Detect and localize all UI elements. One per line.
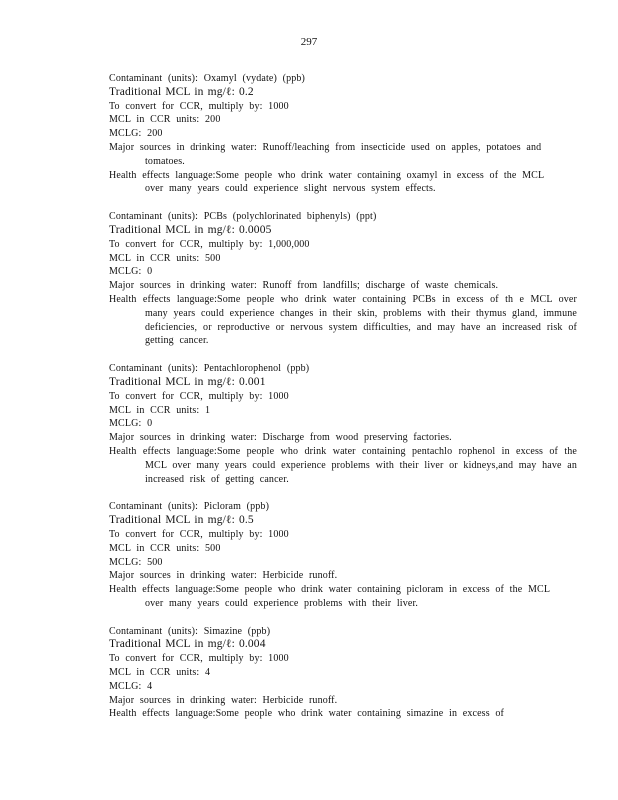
health-effects: Health effects language:Some people who drink water containing picloram in excess of the MCL over many years could experience problems with their liver. [109, 584, 550, 609]
traditional-mcl: Traditional MCL in mg/ℓ: 0.004 [109, 638, 266, 651]
mclg: MCLG: 0 [109, 266, 153, 278]
convert-factor: To convert for CCR, multiply by: 1000 [109, 390, 289, 402]
contaminant-entry [109, 210, 577, 348]
contaminant-entry [109, 500, 549, 610]
mcl-ccr-units: MCL in CCR units: 4 [109, 667, 211, 679]
contaminant-name: Contaminant (units): PCBs (polychlorinated biphenyls) (ppt) [109, 211, 377, 223]
traditional-mcl: Traditional MCL in mg/ℓ: 0.0005 [109, 223, 272, 236]
major-sources: Major sources in drinking water: Herbicide runoff. [109, 694, 338, 706]
mclg: MCLG: 200 [109, 128, 163, 140]
major-sources: Major sources in drinking water: Runoff from landfills; discharge of waste chemicals. [109, 280, 499, 292]
health-effects: Health effects language:Some people who drink water containing simazine in excess of [109, 708, 505, 720]
health-effects: Health effects language:Some people who drink water containing PCBs in excess of th e MCL over many years could experience changes in their skin, problems with their thymus gland, immune deficiencies, or reproductive or nervous system difficulties, and may have an increased risk of getting cancer. [109, 293, 577, 347]
mcl-ccr-units: MCL in CCR units: 1 [109, 404, 211, 416]
contaminant-entry [109, 625, 549, 722]
contaminant-name: Contaminant (units): Picloram (ppb) [109, 501, 270, 513]
convert-factor: To convert for CCR, multiply by: 1000 [109, 100, 289, 112]
major-sources: Major sources in drinking water: Herbicide runoff. [109, 570, 338, 582]
mclg: MCLG: 500 [109, 556, 163, 568]
traditional-mcl: Traditional MCL in mg/ℓ: 0.5 [109, 514, 254, 527]
contaminant-name: Contaminant (units): Oxamyl (vydate) (ppb) [109, 73, 306, 84]
major-sources: Major sources in drinking water: Runoff/leaching from insecticide used on apples, potatoes and tomatoes. [109, 141, 542, 167]
health-effects: Health effects language:Some people who drink water containing oxamyl in excess of the MCL over many years could experience slight nervous system effects. [109, 169, 544, 195]
traditional-mcl: Traditional MCL in mg/ℓ: 0.001 [109, 375, 266, 388]
contaminant-name: Contaminant (units): Pentachlorophenol (ppb) [109, 363, 310, 375]
mcl-ccr-units: MCL in CCR units: 500 [109, 542, 221, 554]
health-effects: Health effects language:Some people who drink water containing pentachlo rophenol in excess of the MCL over many years could experience problems with their liver or kidneys,and may have an increased risk of getting cancer. [109, 445, 577, 485]
major-sources: Major sources in drinking water: Discharge from wood preserving factories. [109, 432, 452, 444]
convert-factor: To convert for CCR, multiply by: 1000 [109, 528, 289, 540]
mcl-ccr-units: MCL in CCR units: 200 [109, 114, 221, 126]
document-body [109, 72, 577, 735]
page-number: 297 [300, 36, 318, 48]
mcl-ccr-units: MCL in CCR units: 500 [109, 252, 221, 264]
convert-factor: To convert for CCR, multiply by: 1000 [109, 653, 289, 665]
traditional-mcl: Traditional MCL in mg/ℓ: 0.2 [109, 85, 254, 98]
contaminant-name: Contaminant (units): Simazine (ppb) [109, 625, 271, 637]
mclg: MCLG: 4 [109, 680, 153, 692]
contaminant-entry [109, 362, 577, 486]
mclg: MCLG: 0 [109, 418, 153, 430]
contaminant-entry [109, 72, 549, 196]
convert-factor: To convert for CCR, multiply by: 1,000,000 [109, 238, 310, 250]
